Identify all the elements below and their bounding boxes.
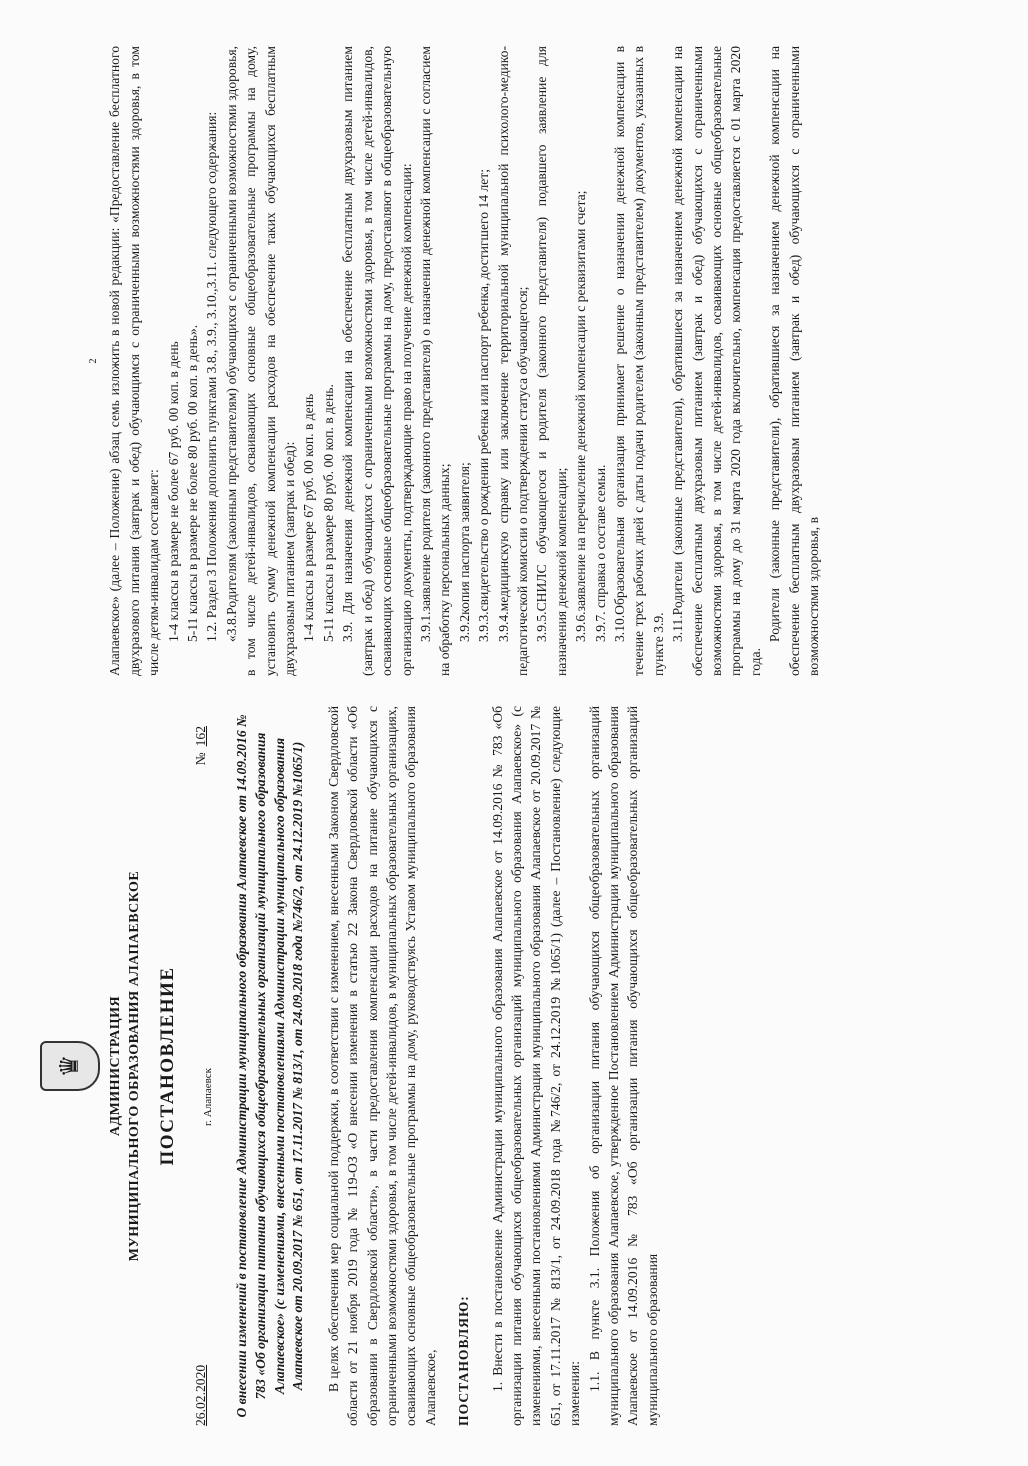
second-page-column <box>0 46 1028 676</box>
number-value: 162 <box>193 726 209 747</box>
body-paragraph: 3.9. Для назначения денежной компенсации на обеспечение бесплатным двухразовым питанием (завтрак и обед) обучающихся с ограниченными возможностями здоровья, в том числе детей-инвалидов, осваивающих основные общеобразовательные программы на дому, предоставляют в общеобразовательную организацию документы, подтверждающие право на получение денежной компенсации: <box>340 46 414 676</box>
preamble-paragraph: В целях обеспечения мер социальной поддержки, в соответствии с изменением, внесенными Законом Свердловской области от 21 ноября 2019 года № 119-ОЗ «О внесении изменения в статью 22 Закона Свердловской области «Об образовании в Свердловской области», в части предоставления компенсации расходов на питание обучающихся с ограниченными возможностями здоровья, в том числе детей-инвалидов, в муниципальных образовательных организациях, осваивающих основные общеобразовательные программы на дому, руководствуясь Уставом муниципального образования Алапаевское, <box>325 706 438 1426</box>
right-body-text <box>105 46 823 676</box>
body-paragraph: 3.11.Родители (законные представители), обратившиеся за назначением денежной компенсации на обеспечение бесплатным двухразовым питанием (завтрак и обед) обучающихся с ограниченными возможностями здоровья, в том числе детей-инвалидов, осваивающих основные общеобразовательные программы на дому до 31 марта 2020 года включительно, компенсация предоставляется с 01 марта 2020 года. <box>670 46 763 676</box>
body-paragraph: 1.1. В пункте 3.1. Положения об организации питания обучающихся общеобразовательных организаций муниципального образования Алапаевское, утвержденное Постановлением Администрации муниципального образования Алапаевское от 14.09.2016 № 783 «Об организации питания обучающихся общеобразовательных организаций муниципального образования <box>586 706 660 1426</box>
body-paragraph: Алапаевское» (далее – Положение) абзац семь изложить в новой редакции: «Предоставление бесплатного двухразового питания (завтрак и обед) обучающимся с ограниченными возможностями здоровья, в том числе детям-инвалидам составляет: <box>107 46 162 676</box>
coat-of-arms-emblem-icon: ♛ <box>40 1041 100 1091</box>
body-paragraph: 3.10.Образовательная организация принимает решение о назначении денежной компенсации в течение трех рабочих дней с даты подачи родителем (законным представителем) документов, указанных в пункте 3.9. <box>611 46 666 676</box>
body-paragraph: 3.9.6.заявление на перечисление денежной компенсации с реквизитами счета; <box>573 190 589 642</box>
body-paragraph: 3.9.5.СНИЛС обучающегося и родителя (законного представителя) подавшего заявление для назначения денежной компенсации; <box>534 46 569 676</box>
document-meta-row <box>191 706 221 1426</box>
page-number: 2 <box>88 358 99 364</box>
body-paragraph: 1-4 классы в размере не более 67 руб. 00 коп. в день <box>165 341 181 642</box>
body-paragraph: 3.9.1.заявление родителя (законного представителя) о назначении денежной компенсации с согласием на обработку персональных данных; <box>417 46 453 676</box>
org-name-line1: АДМИНИСТРАЦИЯ <box>108 995 123 1137</box>
number-label: № <box>193 752 209 766</box>
decree-heading: ПОСТАНОВЛЯЮ: <box>456 1295 472 1426</box>
body-paragraph: 3.9.2копия паспорта заявителя; <box>456 462 472 642</box>
document-city: г. Алапаевск <box>202 1068 215 1126</box>
org-name-line2: МУНИЦИПАЛЬНОГО ОБРАЗОВАНИЯ АЛАПАЕВСКОЕ <box>127 870 142 1262</box>
document-number <box>191 726 210 765</box>
first-page-column <box>0 706 1028 1426</box>
body-paragraph: 3.9.3.свидетельство о рождении ребенка или паспорт ребенка, достигшего 14 лет; <box>476 169 492 642</box>
body-paragraph: Родители (законные представители), обратившиеся за назначением денежной компенсации на обеспечение бесплатным двухразовым питанием (завтрак и обед) обучающихся с ограниченными возможностями здоровья, в <box>767 46 822 676</box>
left-body-text <box>488 706 663 1426</box>
body-paragraph: 1.2. Раздел 3 Положения дополнить пунктами 3.8., 3.9., 3.10.,3.11. следующего содержания: <box>204 111 220 642</box>
body-paragraph: 5-11 классы в размере не более 80 руб. 00 коп. в день». <box>185 324 201 642</box>
document-date: 26.02.2020 <box>193 1364 209 1426</box>
body-paragraph: 1-4 классы в размере 67 руб. 00 коп. в день <box>301 393 317 642</box>
body-paragraph: 3.9.7. справка о составе семьи. <box>592 464 608 642</box>
body-paragraph: «3.8.Родителям (законным представителям) обучающихся с ограниченными возможностями здоровья, в том числе детей-инвалидов, осваивающих основные общеобразовательные программы на дому, установить сумму денежной компенсации расходов на обеспечение таких обучающихся бесплатным двухразовым питанием (завтрак и обед): <box>223 46 298 676</box>
body-paragraph: 1. Внести в постановление Администрации муниципального образования Алапаевское от 14.09.2016 № 783 «Об организации питания обучающихся общеобразовательных организаций муниципального образования Алапаевское» (с изменениями, внесенными постановлениями Администрации муниципального образования Алапаевское от 20.09.2017 № 651, от 17.11.2017 № 813/1, от 24.09.2018 года №746/2, от 24.12.2019 №1065/1) (далее – Постановление) следующие изменения: <box>489 706 583 1426</box>
body-paragraph: 3.9.4.медицинскую справку или заключение территориальной муниципальной психолого-медико-педагогической комиссии о подтверждении статуса обучающегося; <box>495 46 530 676</box>
document-type-title: ПОСТАНОВЛЕНИЕ <box>157 966 178 1166</box>
body-paragraph: 5-11 классы в размере 80 руб. 00 коп. в день. <box>320 384 336 642</box>
document-subject: О внесении изменений в постановление Администрации муниципального образования Алапаевское от 14.09.2016 № 783 «Об организации питания обучающихся общеобразовательных организаций муниципального образования Алапаевское» (с изменениями, внесенными постановлениями Администрации муниципального образования Алапаевское от 20.09.2017 № 651, от 17.11.2017 № 813/1, от 24.09.2018 года №746/2, от 24.12.2019 №1065/1) <box>234 714 306 1418</box>
